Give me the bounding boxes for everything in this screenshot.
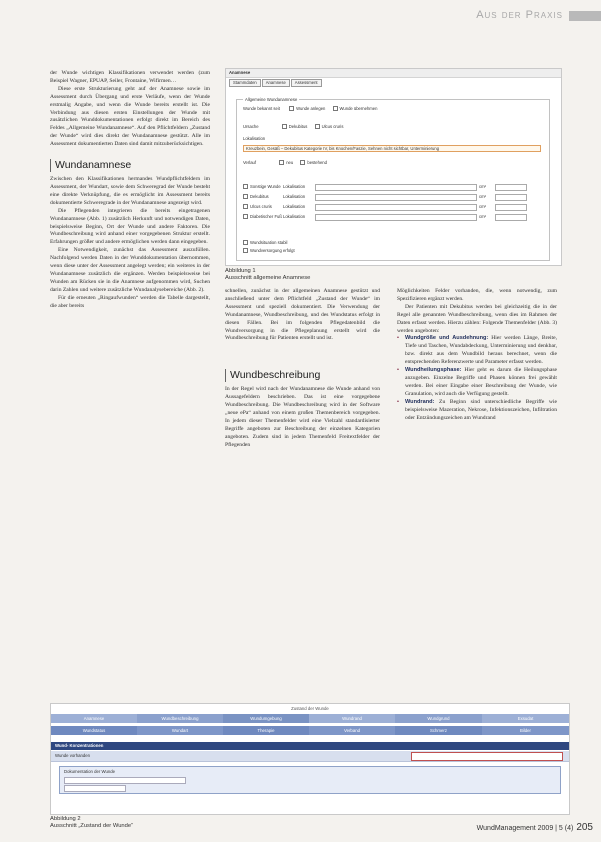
journal-name: WundManagement 2009 | 5 (4) — [476, 825, 574, 832]
tab-strip — [229, 79, 323, 87]
wound-row-sub: Lokalisation — [283, 194, 306, 199]
wound-row-label: Diabetischer Fuß — [250, 214, 282, 219]
row-label: Wunde bekannt seit — [243, 106, 280, 111]
nav-item[interactable]: Wundumgebung — [223, 714, 309, 723]
option-label: bestehend — [307, 160, 327, 165]
lokalisation-field[interactable] — [243, 145, 541, 152]
page-number: 205 — [576, 822, 593, 833]
option-label: Wunde anlegen — [296, 106, 326, 111]
page-footer — [477, 822, 593, 833]
checkbox-icon[interactable] — [243, 214, 248, 219]
row-label: Ursache — [243, 124, 259, 129]
paragraph: Zwischen den Klassifikationen hermandes Wundpflichtfeldern im Assessment, der Wundart, sowie dem Schweregrad der Wunde besteht eine direkte Verknüpfung, die es ermöglicht im Assessment bereits dokumentierte Schweregrade in der Wundanamnese angezeigt wird. — [50, 176, 210, 206]
wound-row-sub: Lokalisation — [283, 204, 306, 209]
top-label: Zustand der Wunde — [291, 706, 329, 711]
wound-unit: cm² — [479, 184, 486, 189]
wound-row-label: Sonstige Wunde — [250, 184, 281, 189]
paragraph: schnellen, zunächst in der allgemeinen Anamnese gestützt und anschließend unter dem Pflichtfeld „Zustand der Wunde“ im Assessment und speziell dokumentiert. Die Verwendung der Wundanamnese, Wundbeschreibung, und des Wundstatus erfolgt in diesen Fällen. Bei im folgenden Pflegedatenbild die Wundversorgung in die Pflegeplanung erstellt wird die Wundbeschreibung für Patienten erstellt und ist. — [225, 288, 380, 342]
sub-item[interactable]: Wundart — [137, 726, 223, 735]
sub-item[interactable]: Wundstatus — [51, 726, 137, 735]
checkbox-icon[interactable] — [243, 248, 248, 253]
bullet-text: Hier werden Länge, Breite, Tiefe und Taschen, Wundabdeckung, Unterminierung und denkbar, bzw. direkt aus dem Wundbild heraus berechnet, wenn die entsprechenden Referenzwerte und Parameter erfasst werden. — [405, 335, 557, 366]
checkbox-icon[interactable] — [243, 184, 248, 189]
radio-icon[interactable] — [333, 106, 338, 111]
check-label: Wundversorgung erfolgt — [250, 248, 295, 253]
bullet-term: Wundrand: — [405, 398, 435, 405]
checkbox-icon[interactable] — [243, 240, 248, 245]
wound-size-field[interactable] — [495, 204, 527, 211]
section-title: Aus der Praxis — [476, 9, 563, 21]
paragraph: Eine Notwendigkeit, zunächst das Assessment auszufüllen. Nachfolgend werden Daten in der Wunddokumentation übernommen, wenn diese unter der Assessment angelegt werden; ein weiteres in der Wundanamnese zusätzlich die ergänzen. Werden beispielsweise bei Wunden am Rücken sie in die Anamnese aufgenommen wird, Suchen darin Zahlen und weitere zusätzliche Wundanalysebereiche (Abb. 2). — [50, 247, 210, 293]
bullet-item — [397, 367, 557, 399]
column-3 — [397, 288, 557, 422]
lokalisation-value: Kreuzbein, Gesäß – Dekubitus Kategorie IV, bis Knochen/Faszie, Sehnen nicht sichtbar, Unterminierung — [246, 146, 440, 151]
row-verlauf — [243, 160, 543, 166]
check-label: Wundsituation stabil — [250, 240, 288, 245]
section-ribbon — [51, 742, 569, 750]
wound-row-label: Dekubitus — [250, 194, 269, 199]
radio-icon[interactable] — [282, 124, 287, 129]
option-label: Ulcus cruris — [321, 124, 344, 129]
detail-field[interactable] — [64, 785, 126, 792]
wound-row — [243, 214, 543, 220]
radio-icon[interactable] — [300, 160, 305, 165]
bullet-item — [397, 399, 557, 423]
radio-icon[interactable] — [289, 106, 294, 111]
detail-field[interactable] — [64, 777, 186, 784]
caption-label: Abbildung 1 — [225, 268, 256, 274]
bullet-text: Zu Beginn sind unterschiedliche Begriffe wie beispielsweise Mazeration, Nekrose, Infektionszeichen, Infiltration oder Entzündungszeichen am Wundrand — [405, 398, 557, 421]
paragraph: In der Regel wird nach der Wundanamnese die Wunde anhand von Aussagefeldern beschrieben. Das ist eine vorgegebene Wundbeschreibung. Die Wundbeschreibung wird in der Software „neue ePa“ anhand von einem großen Themenbereich vorgegeben. In jedem dieser Themenfelder wird eine Vielzahl standardisierter Begriffe angeboten zur Beschreibung der einzelnen Kategorien angeboten. Zudem sind in jedem Themenfeld Freitextfelder der Pflegenden — [225, 386, 380, 448]
heading-wundanamnese: Wundanamnese — [50, 159, 210, 172]
paragraph: der Wunde wichtigen Klassifikationen verwendet werden (zum Beispiel Wagner, EPUAP, Seiler, Frontaine, Wifirmen… — [50, 70, 210, 84]
wound-row — [243, 194, 543, 200]
tab-anamnese[interactable]: Anamnese — [262, 79, 290, 87]
figure-2-screenshot — [50, 703, 570, 815]
option-label: Wunde übernehmen — [339, 106, 378, 111]
checkbox-icon[interactable] — [243, 194, 248, 199]
sub-item[interactable]: Bilder — [482, 726, 569, 735]
heading-wundbeschreibung: Wundbeschreibung — [225, 369, 380, 382]
bullet-item — [397, 335, 557, 367]
row-label: Verlauf — [243, 160, 257, 165]
wound-row — [243, 204, 543, 210]
status-field[interactable] — [411, 752, 563, 761]
wound-row-sub: Lokalisation — [283, 184, 306, 189]
checkbox-icon[interactable] — [243, 204, 248, 209]
row-lokalisation-label — [243, 136, 543, 142]
wound-field[interactable] — [315, 184, 477, 191]
paragraph: Die Pflegenden integrieren die bereits eingetragenen Wundanamnese (Abb. 1) zusätzlich Herkunft und notwendigen Daten, beispielsweise Beginn, Ort der Wunde und andere Faktoren. Die Wundbeschreibung wird anhand einer vorgegebenen Struktur erstellt. Erfahrungen größer und andere ermöglichen werden dann eingegeben. — [50, 207, 210, 246]
figure-1-screenshot — [225, 68, 562, 266]
row-status — [243, 106, 543, 112]
bullet-text: Hier geht es darum die Heilungsphase anzugeben. Einzelne Begriffe und Phasen können frei gewählt werden. Bei einer Eingabe einer Beschreibung der Wunde, wie Granulation, wird auch die Verfügung gestellt. — [405, 367, 557, 397]
wound-row — [243, 184, 543, 190]
caption-text: Ausschnitt „Zustand der Wunde“ — [50, 823, 134, 829]
check-row — [243, 248, 543, 254]
figure-2-caption — [50, 816, 133, 830]
tab-assessment[interactable]: Assessment — [291, 79, 322, 87]
window-title: Anamnese — [229, 70, 251, 75]
bullet-term: Wundgröße und Ausdehnung: — [405, 335, 489, 342]
figure-1-caption — [225, 268, 310, 282]
nav-item[interactable]: Exsudat — [482, 714, 569, 723]
paragraph: Für die erneuten „Ringaufwunden“ werden die Tabelle dargestellt, die aber bereits — [50, 294, 210, 309]
nav-item[interactable]: Wundgrund — [395, 714, 482, 723]
wound-unit: cm² — [479, 194, 486, 199]
nav-item[interactable]: Wundbeschreibung — [137, 714, 223, 723]
wound-unit: cm² — [479, 214, 486, 219]
panel-title: Allgemeine Wundanamnese — [245, 97, 298, 102]
wound-size-field[interactable] — [495, 194, 527, 201]
primary-nav — [51, 714, 569, 723]
window-titlebar — [226, 69, 561, 78]
check-row — [243, 240, 543, 246]
detail-panel — [59, 766, 561, 794]
wound-row — [51, 751, 569, 762]
tab-stammdaten[interactable]: Stammdaten — [229, 79, 261, 87]
radio-icon[interactable] — [315, 124, 320, 129]
bullet-term: Wundheilungsphase: — [405, 367, 462, 374]
column-1 — [50, 70, 210, 310]
wound-size-field[interactable] — [495, 214, 527, 221]
wound-row-sub: Lokalisation — [283, 214, 306, 219]
nav-item[interactable]: Wundrand — [309, 714, 395, 723]
wound-field[interactable] — [315, 194, 477, 201]
sub-item[interactable]: Schmerz — [395, 726, 482, 735]
wound-field[interactable] — [315, 214, 477, 221]
row-label: Wunde vorhanden — [55, 753, 91, 758]
caption-label: Abbildung 2 — [50, 816, 81, 822]
paragraph: Diese erste Strukturierung geht auf der Anamnese sowie im Assessment durch Übergang und erste Verläufe, wenn der Wunde erstmalig Angabe, und wenn die Wunde bereits erstellt ist. Die Verbindung aus diesen ersten Einstellungen der Wunde mit zusätzlichen Wunddokumentationen erfolgt direkt im Bereich des Feldes „Allgemeine Wundanamnese“. Auf den Pflichtfeldern „Zustand der Wunde“ wird dies direkt der Wundanamnese gestützt. Alle im Assessment dokumentierten Daten sind damit mitzuberücksichtigen. — [50, 85, 210, 148]
nav-item[interactable]: Anamnese — [51, 714, 137, 723]
anamnese-panel — [236, 99, 550, 261]
caption-text: Ausschnitt allgemeine Anamnese — [225, 275, 311, 281]
header-color-tab — [569, 11, 601, 21]
wound-field[interactable] — [315, 204, 477, 211]
page-header — [0, 9, 601, 23]
secondary-nav — [51, 726, 569, 735]
paragraph: Der Patienten mit Dekubitus werden bei gleichzeitig die in der Regel alle genannten Wundbeschreibung, wenn dies im Rahmen der Daten erfasst werden. Hierzu zählen: Folgende Themenfelder (Abb. 3) werden angeboten: — [397, 303, 557, 334]
wound-size-field[interactable] — [495, 184, 527, 191]
wound-row-label: Ulcus cruris — [250, 204, 272, 209]
row-ursache — [243, 124, 543, 130]
option-label: Dekubitus — [288, 124, 308, 129]
wound-unit: cm² — [479, 204, 486, 209]
sub-item[interactable]: Therapie — [223, 726, 309, 735]
ribbon-label: Wund- Konzentrationen — [55, 743, 104, 748]
option-label: neu — [286, 160, 294, 165]
radio-icon[interactable] — [279, 160, 284, 165]
sub-item[interactable]: Verband — [309, 726, 395, 735]
paragraph: Möglichkeiten Felder vorhanden, die, wenn notwendig, zum Spezifizieren ergänzt werden. — [397, 288, 557, 302]
row-label: Lokalisation — [243, 136, 266, 141]
detail-label: Dokumentation der Wunde — [64, 769, 116, 774]
column-2 — [225, 288, 380, 450]
